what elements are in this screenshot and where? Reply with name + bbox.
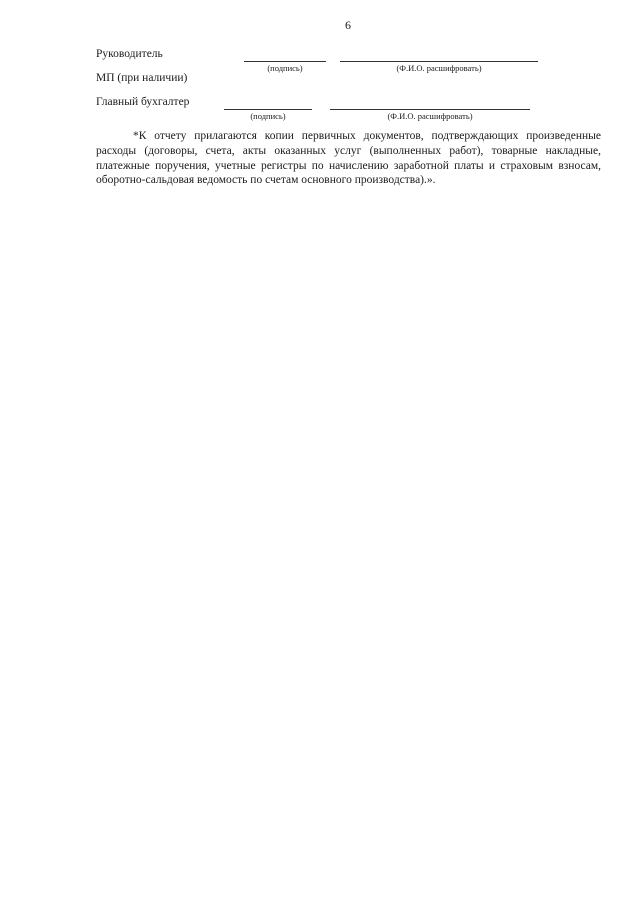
director-label: Руководитель	[96, 48, 163, 60]
director-name-line	[340, 61, 538, 62]
stamp-label: МП (при наличии)	[96, 72, 188, 84]
chief-accountant-name-line	[330, 109, 530, 110]
chief-accountant-label: Главный бухгалтер	[96, 96, 190, 108]
director-name-caption: (Ф.И.О. расшифровать)	[396, 63, 482, 73]
chief-accountant-signature-caption: (подпись)	[250, 111, 286, 121]
footnote-paragraph: *К отчету прилагаются копии первичных документов, подтверждающих произведенные расходы (договоры, счета, акты оказанных услуг (выполненных работ), товарные накладные, платежные поручения, учетные регистры по начислению заработной платы и страховым взносам, оборотно-сальдовая ведомость по счетам основного производства).».	[96, 130, 601, 187]
page-number: 6	[345, 18, 351, 32]
director-signature-caption: (подпись)	[267, 63, 303, 73]
chief-accountant-signature-line	[224, 109, 312, 110]
chief-accountant-name-caption: (Ф.И.О. расшифровать)	[387, 111, 473, 121]
director-signature-line	[244, 61, 326, 62]
